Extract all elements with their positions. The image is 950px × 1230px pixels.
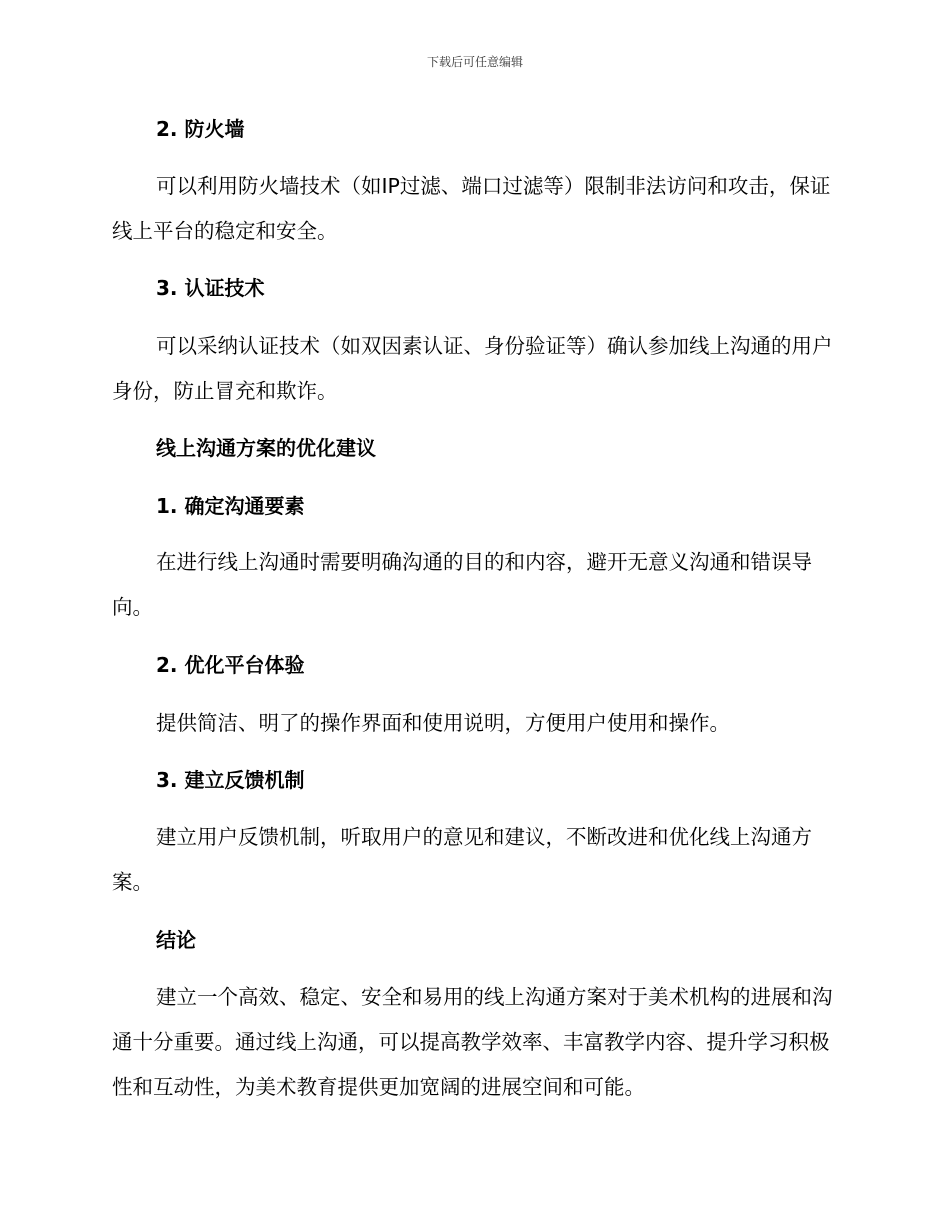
heading-optimization: 线上沟通方案的优化建议 [156, 436, 376, 460]
heading-conclusion: 结论 [156, 928, 196, 952]
heading-firewall: 2. 防火墙 [156, 117, 245, 141]
heading-auth: 3. 认证技术 [156, 276, 265, 300]
paragraph-experience: 提供简洁、明了的操作界面和使用说明，方便用户使用和操作。 [156, 711, 730, 735]
paragraph-firewall: 可以利用防火墙技术（如IP过滤、端口过滤等）限制非法访问和攻击，保证线上平台的稳定和安全。 [112, 174, 831, 243]
paragraph-conclusion: 建立一个高效、稳定、安全和易用的线上沟通方案对于美术机构的进展和沟通十分重要。通过线上沟通，可以提高教学效率、丰富教学内容、提升学习积极性和互动性，为美术教育提供更加宽阔的进展空间和可能。 [112, 985, 833, 1099]
heading-elements: 1. 确定沟通要素 [156, 494, 305, 518]
heading-experience: 2. 优化平台体验 [156, 653, 305, 677]
paragraph-elements: 在进行线上沟通时需要明确沟通的目的和内容，避开无意义沟通和错误导向。 [112, 550, 812, 619]
paragraph-feedback: 建立用户反馈机制，听取用户的意见和建议，不断改进和优化线上沟通方案。 [112, 825, 812, 894]
heading-feedback: 3. 建立反馈机制 [156, 768, 305, 792]
paragraph-auth: 可以采纳认证技术（如双因素认证、身份验证等）确认参加线上沟通的用户身份，防止冒充和欺诈。 [112, 334, 833, 403]
page-header: 下载后可任意编辑 [426, 55, 523, 69]
